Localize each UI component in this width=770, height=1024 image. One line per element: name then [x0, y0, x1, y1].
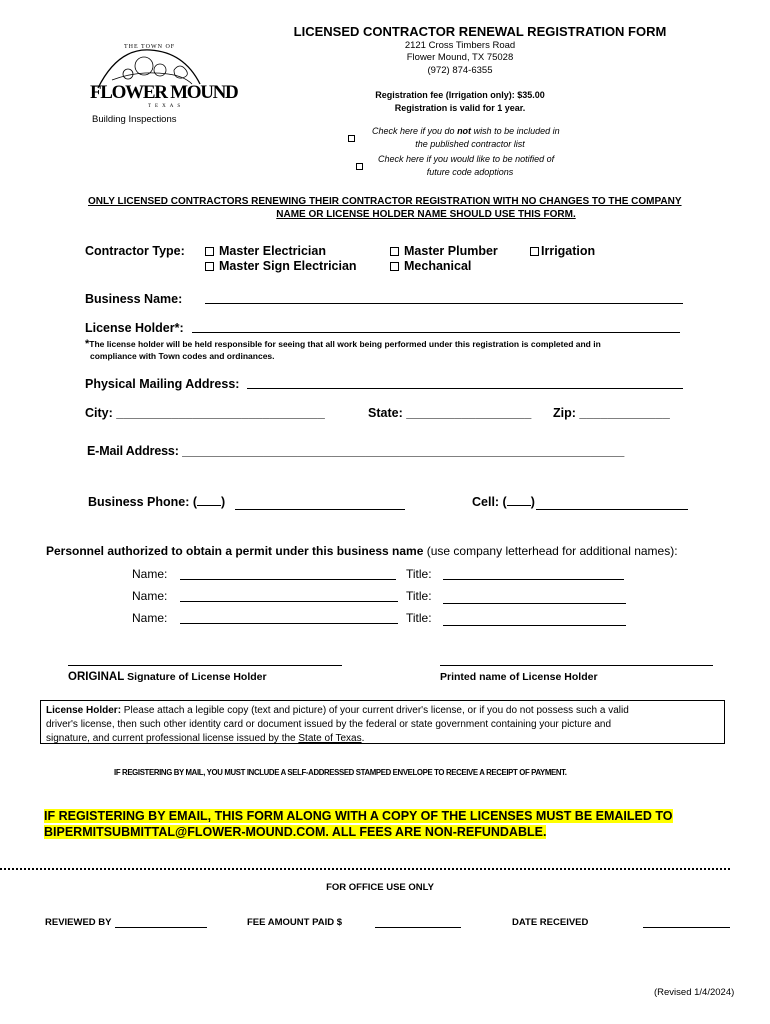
optout-text: Check here if you do not wish to be included in	[372, 126, 560, 136]
personnel-name-field-1[interactable]	[180, 579, 396, 580]
personnel-title-label-3: Title:	[406, 611, 432, 625]
license-holder-label: License Holder*:	[85, 321, 184, 335]
mail-notice: IF REGISTERING BY MAIL, YOU MUST INCLUDE A SELF-ADDRESSED STAMPED ENVELOPE TO RECEIVE A RECEIPT OF PAYMENT.	[114, 768, 567, 777]
state-of-texas-link[interactable]: State of Texas	[298, 733, 362, 744]
date-received-field[interactable]	[643, 927, 730, 928]
mailing-address-field[interactable]	[247, 388, 683, 389]
original-signature-label: ORIGINAL Signature of License Holder	[68, 671, 267, 683]
license-holder-note-line2: compliance with Town codes and ordinances.	[90, 351, 275, 361]
fee-paid-label: FEE AMOUNT PAID $	[247, 917, 343, 928]
logo-bottom-text: TEXAS	[148, 104, 185, 109]
notify-text-line2: future code adoptions	[426, 167, 514, 177]
zip-row: Zip: _____________	[553, 406, 670, 420]
town-logo	[88, 44, 238, 114]
optout-checkbox[interactable]	[348, 128, 355, 146]
original-signature-field[interactable]	[68, 665, 342, 666]
mailing-address-label: Physical Mailing Address:	[85, 377, 240, 391]
license-holder-field[interactable]	[192, 332, 680, 333]
printed-name-label: Printed name of License Holder	[440, 671, 598, 683]
personnel-name-field-3[interactable]	[180, 623, 398, 624]
cell-label: Cell: ( )	[472, 495, 535, 509]
master-sign-electrician-checkbox[interactable]	[205, 262, 214, 271]
city-field[interactable]: ______________________________	[116, 406, 325, 420]
address-line-1: 2121 Cross Timbers Road	[404, 40, 516, 51]
option-master-plumber[interactable]: Master Plumber	[390, 244, 498, 258]
email-row: E-Mail Address: _________________________________________________________________	[87, 444, 625, 458]
contractor-type-label: Contractor Type:	[85, 244, 185, 258]
state-field[interactable]: __________________	[406, 406, 532, 420]
option-irrigation[interactable]: Irrigation	[530, 244, 595, 258]
personnel-heading: Personnel authorized to obtain a permit under this business name (use company letterhead for additional names):	[46, 544, 678, 558]
form-title: LICENSED CONTRACTOR RENEWAL REGISTRATION FORM	[293, 24, 667, 39]
personnel-name-label-3: Name:	[132, 611, 168, 625]
email-notice-line-1: IF REGISTERING BY EMAIL, THIS FORM ALONG WITH A COPY OF THE LICENSES MUST BE EMAILED TO	[44, 809, 673, 823]
logo-top-text: THE TOWN OF	[124, 44, 176, 50]
business-phone-label: Business Phone: ( )	[88, 495, 226, 509]
personnel-name-field-2[interactable]	[180, 601, 398, 602]
registration-fee: Registration fee (Irrigation only): $35.00	[375, 90, 545, 100]
master-plumber-checkbox[interactable]	[390, 247, 399, 256]
cell-phone-field[interactable]	[536, 509, 688, 510]
notice-line-1: ONLY LICENSED CONTRACTORS RENEWING THEIR CONTRACTOR REGISTRATION WITH NO CHANGES TO THE COMPANY	[88, 196, 682, 207]
date-received-label: DATE RECEIVED	[512, 917, 589, 928]
business-name-label: Business Name:	[85, 292, 183, 306]
reviewed-by-label: REVIEWED BY	[45, 917, 112, 928]
option-master-sign-electrician[interactable]: Master Sign Electrician	[205, 259, 357, 273]
email-notice-line-2: BIPERMITSUBMITTAL@FLOWER-MOUND.COM. ALL FEES ARE NON-REFUNDABLE.	[44, 825, 547, 839]
mechanical-checkbox[interactable]	[390, 262, 399, 271]
printed-name-field[interactable]	[440, 665, 713, 666]
revision-date: (Revised 1/4/2024)	[654, 987, 735, 998]
optout-text-line2: the published contractor list	[415, 139, 525, 149]
department-name: Building Inspections	[92, 114, 177, 125]
business-name-field[interactable]	[205, 303, 683, 304]
personnel-name-label-1: Name:	[132, 567, 168, 581]
office-use-heading: FOR OFFICE USE ONLY	[326, 882, 434, 893]
personnel-name-label-2: Name:	[132, 589, 168, 603]
state-row: State: __________________	[368, 406, 532, 420]
license-holder-note: *The license holder will be held responsible for seeing that all work being performed under this registration is completed and in	[85, 338, 601, 350]
option-master-electrician[interactable]: Master Electrician	[205, 244, 326, 258]
reviewed-by-field[interactable]	[115, 927, 207, 928]
business-phone-field[interactable]	[235, 509, 405, 510]
notify-text-line1: Check here if you would like to be notified of	[378, 154, 555, 164]
fee-paid-field[interactable]	[375, 927, 461, 928]
registration-validity: Registration is valid for 1 year.	[394, 103, 526, 113]
personnel-title-field-3[interactable]	[443, 625, 626, 626]
email-notice	[44, 808, 673, 840]
logo-name: FLOWER MOUND	[90, 82, 238, 103]
email-field[interactable]: _________________________________________________________________	[182, 444, 625, 458]
notice-line-2: NAME OR LICENSE HOLDER NAME SHOULD USE THIS FORM.	[276, 209, 576, 220]
personnel-title-field-2[interactable]	[443, 603, 626, 604]
phone-number: (972) 874-6355	[427, 65, 493, 76]
personnel-title-field-1[interactable]	[443, 579, 624, 580]
asterisk-divider	[0, 868, 730, 876]
option-mechanical[interactable]: Mechanical	[390, 259, 471, 273]
personnel-title-label-2: Title:	[406, 589, 432, 603]
city-row: City: ______________________________	[85, 406, 325, 420]
irrigation-checkbox[interactable]	[530, 247, 539, 256]
master-electrician-checkbox[interactable]	[205, 247, 214, 256]
personnel-title-label-1: Title:	[406, 567, 432, 581]
license-holder-instructions: License Holder: Please attach a legible copy (text and picture) of your current driver's license, or if you do not possess such a valid driver's license, then such other identity card or document issued by the federal or state government containing your picture and signature, and current professional license issued by the State of Texas.	[40, 700, 725, 744]
address-line-2: Flower Mound, TX 75028	[406, 52, 514, 63]
zip-field[interactable]: _____________	[579, 406, 670, 420]
